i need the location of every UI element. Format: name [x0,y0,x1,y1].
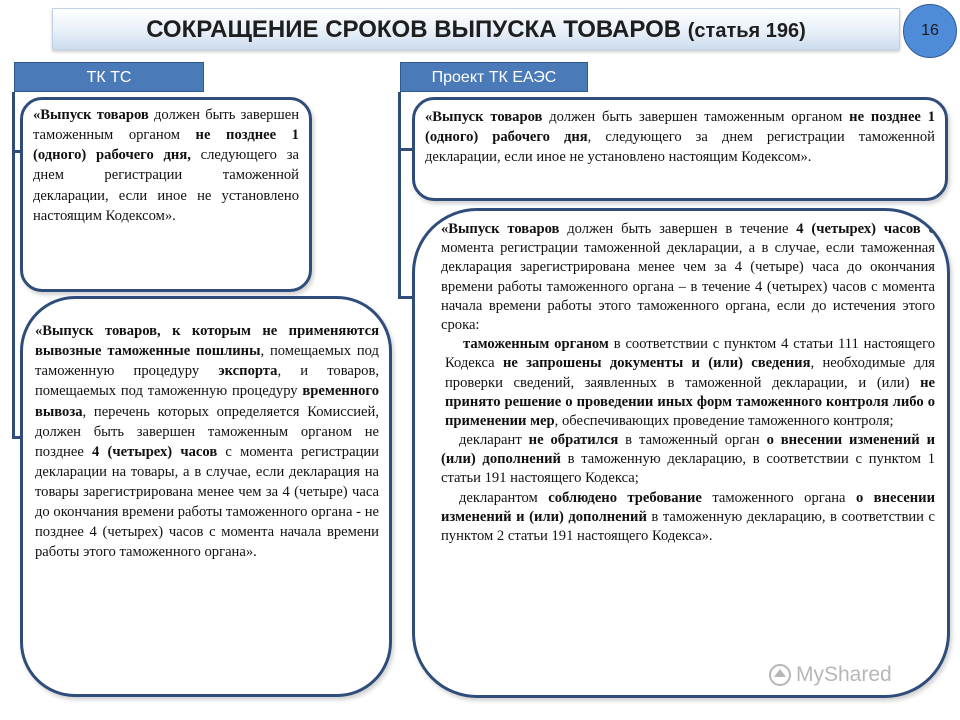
bold-segment-0: «Выпуск товаров [33,107,149,123]
bold-segment-2: 4 (четырех) часов [796,221,921,237]
bold-segment-2: экспорта [218,363,278,380]
eaes-condition-declarant-not-applied [441,431,935,489]
text-segment-3: , необходимые для проверки сведений, заявленных в таможенной декларации, и (или) [445,355,935,391]
text-segment-7: с момента регистрации декларации на товары, а в случае, если декларация на товары зарегистрирована менее чем за 4 (четыре) часа до окончания времени работы таможенного органа - не позднее 4 (четырех) часов с момента начала времени работы этого таможенного органа». [35,443,379,561]
text-segment-3: с момента регистрации таможенной декларации, а в случае, если таможенная декларация зарегистрирована менее чем за 4 (четыре) часа до окончания времени работы таможенного органа – в течение 4 (четырех) часов с момента начала времени работы этого таможенного органа, если до истечения этого срока: [441,221,935,333]
watermark-logo-icon [768,663,792,687]
tk-ts-general-release-box [20,97,312,292]
page-number: 16 [921,22,939,39]
bold-segment-0: «Выпуск товаров [441,221,560,237]
text-segment-2: в таможенный орган [618,432,767,449]
bold-segment-2: не позднее 1 (одного) рабочего дня [425,109,935,146]
slide-title-article: (статья 196) [687,20,806,42]
slide-title-text: СОКРАЩЕНИЕ СРОКОВ ВЫПУСКА ТОВАРОВ [146,16,682,43]
text-segment-4: в таможенную декларацию, в соответствии с пунктом 2 статьи 191 настоящего Кодекса». [441,508,935,544]
bold-segment-6: 4 (четырех) часов [92,443,218,460]
text-segment-1: в соответствии с пунктом 4 статьи 111 настоящего Кодекса [445,336,935,372]
eaes-condition-requirement-met [441,489,935,547]
bold-segment-0: «Выпуск товаров [425,109,543,125]
eaes-four-hours-intro [441,220,935,335]
tab-tk-ts: ТК ТС [14,62,204,92]
bold-segment-1: не обратился [528,432,619,449]
text-segment-5: , обеспечивающих проведение таможенного контроля; [554,412,894,429]
text-segment-1: должен быть завершен таможенным органом [33,107,300,144]
page-number-badge [903,4,957,58]
eaes-general-release-box [412,97,948,201]
right-connector-line [398,92,401,298]
left-connector-line [12,92,15,438]
bold-segment-4: не принято решение о проведении иных форм таможенного контроля либо о применении мер [445,374,935,429]
eaes-four-hours-release-box [412,208,950,698]
tk-ts-export-release-box [20,296,392,697]
text-segment-3: следующего за днем регистрации таможенной декларации, если иное не установлено настоящим Кодексом». [33,147,299,224]
watermark-text: MyShared [796,663,892,686]
slide-title [52,8,900,50]
text-segment-4: в таможенную декларацию, в соответствии с пунктом 1 статьи 191 настоящего Кодекса; [441,451,935,487]
watermark [768,662,892,688]
bold-segment-0: «Выпуск товаров, к которым не применяются вывозные таможенные пошлины [35,323,379,360]
text-segment-3: , и товаров, помещаемых под таможенную процедуру [35,363,379,400]
bold-segment-2: не позднее 1 (одного) рабочего дня, [33,127,299,164]
bold-segment-3: о внесении изменений и (или) дополнений [441,432,935,468]
text-segment-2: таможенного органа [701,489,856,506]
tab-tk-eaes: Проект ТК ЕАЭС [400,62,588,92]
text-segment-1: , помещаемых под таможенную процедуру [35,343,379,380]
bold-segment-3: о внесении изменений и (или) дополнений [441,489,935,525]
text-segment-5: , перечень которых определяется Комиссией, должен быть завершен таможенным органом не позднее [35,403,379,460]
bold-segment-1: соблюдено требование [548,489,702,506]
text-segment-3: , следующего за днем регистрации таможенной декларации, если иное не установлено настоящим Кодексом». [425,129,935,166]
tk-ts-export-text [35,321,379,563]
bold-segment-0: таможенным органом [463,336,609,353]
bold-segment-2: не запрошены документы и (или) сведения [502,355,811,372]
text-segment-0: декларант [459,432,529,449]
text-segment-1: должен быть завершен в течение [559,221,797,237]
tk-ts-general-text [33,105,299,226]
bold-segment-4: временного вывоза [35,383,379,420]
text-segment-1: должен быть завершен таможенным органом [542,109,850,125]
eaes-general-text [425,107,935,167]
text-segment-0: декларантом [459,489,549,506]
eaes-condition-customs [441,335,935,431]
